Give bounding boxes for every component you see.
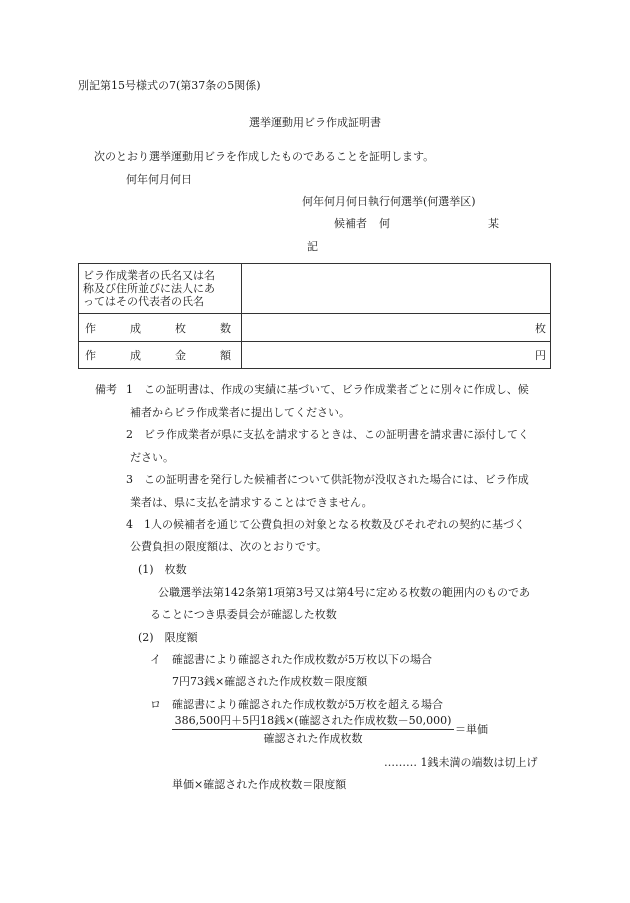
note-4-line: 公費負担の限度額は、次のとおりです。 — [130, 540, 328, 553]
item-i-formula: 7円73銭×確認された作成枚数＝限度額 — [172, 675, 368, 688]
final-formula: 単価×確認された作成枚数＝限度額 — [172, 778, 347, 791]
item-ro-mark: ロ — [150, 698, 161, 711]
unit-price-fraction — [172, 714, 454, 746]
quantity-field[interactable] — [242, 314, 551, 342]
subsection-1-label: (1) 枚数 — [138, 563, 187, 576]
form-reference: 別記第15号様式の7(第37条の5関係) — [78, 79, 261, 92]
unit-yen: 円 — [535, 349, 546, 362]
quantity-label — [79, 314, 242, 342]
label-char: 作 — [85, 349, 96, 362]
unit-mai: 枚 — [535, 321, 546, 335]
vendor-label-line: ビラ作成業者の氏名又は名 — [83, 269, 215, 282]
table-row — [79, 342, 551, 369]
table-row — [79, 314, 551, 342]
item-i-line: 確認書により確認された作成枚数が5万枚以下の場合 — [172, 653, 432, 666]
subsection-1-line: 公職選挙法第142条第1項第3号又は第4号に定める枚数の範囲内のものであ — [158, 586, 530, 599]
label-char: 枚 — [175, 321, 186, 335]
candidate-label: 候補者 — [334, 217, 367, 230]
amount-field[interactable] — [242, 342, 551, 369]
fraction-numerator: 386,500円＋5円18銭×(確認された作成枚数－50,000) — [174, 714, 452, 727]
note-3-line: 業者は、県に支払を請求することはできません。 — [130, 496, 373, 509]
intro-text: 次のとおり選挙運動用ビラを作成したものであることを証明します。 — [94, 150, 435, 163]
vendor-label-line: ってはその代表者の氏名 — [83, 295, 204, 308]
document-title: 選挙運動用ビラ作成証明書 — [249, 116, 381, 129]
fraction-denominator: 確認された作成枚数 — [263, 732, 363, 745]
subsection-1-line: ることにつき県委員会が確認した枚数 — [150, 608, 337, 621]
note-4-line: 1人の候補者を通じて公費負担の対象となる枚数及びそれぞれの契約に基づく — [144, 518, 525, 531]
label-char: 額 — [220, 349, 231, 362]
fraction-result: ＝単価 — [455, 723, 488, 736]
label-char: 作 — [85, 321, 96, 335]
item-ro-line: 確認書により確認された作成枚数が5万枚を超える場合 — [172, 698, 443, 711]
rounding-note: ……… 1銭未満の端数は切上げ — [384, 756, 538, 769]
vendor-name-label — [79, 264, 242, 314]
note-3-number: 3 — [126, 473, 133, 486]
note-2-number: 2 — [126, 428, 133, 441]
amount-label — [79, 342, 242, 369]
fraction-bar — [172, 729, 454, 730]
label-char: 成 — [130, 321, 141, 335]
issue-date: 何年何月何日 — [126, 173, 192, 186]
note-1-number: 1 — [126, 383, 133, 396]
note-2-line: ビラ作成業者が県に支払を請求するときは、この証明書を請求書に添付してく — [144, 428, 529, 441]
label-char: 成 — [130, 349, 141, 362]
ki-heading: 記 — [307, 240, 318, 253]
note-4-number: 4 — [126, 518, 133, 531]
note-3-line: この証明書を発行した候補者について供託物が没収された場合には、ビラ作成 — [144, 473, 529, 486]
election-line: 何年何月何日執行何選挙(何選挙区) — [302, 195, 476, 208]
vendor-name-field[interactable] — [242, 264, 551, 314]
certificate-table — [78, 263, 551, 369]
label-char: 数 — [220, 321, 231, 335]
vendor-label-line: 称及び住所並びに法人にあ — [83, 282, 215, 295]
notes-heading: 備考 — [95, 383, 117, 396]
subsection-2-label: (2) 限度額 — [138, 631, 198, 644]
candidate-name-2: 某 — [488, 217, 499, 230]
item-i-mark: イ — [150, 653, 161, 666]
table-row — [79, 264, 551, 314]
candidate-line — [334, 217, 500, 231]
label-char: 金 — [175, 349, 186, 362]
note-2-line: ださい。 — [130, 451, 174, 464]
note-1-line: 補者からビラ作成業者に提出してください。 — [130, 406, 350, 419]
candidate-name-1: 何 — [379, 217, 390, 230]
note-1-line: この証明書は、作成の実績に基づいて、ビラ作成業者ごとに別々に作成し、候 — [144, 383, 529, 396]
